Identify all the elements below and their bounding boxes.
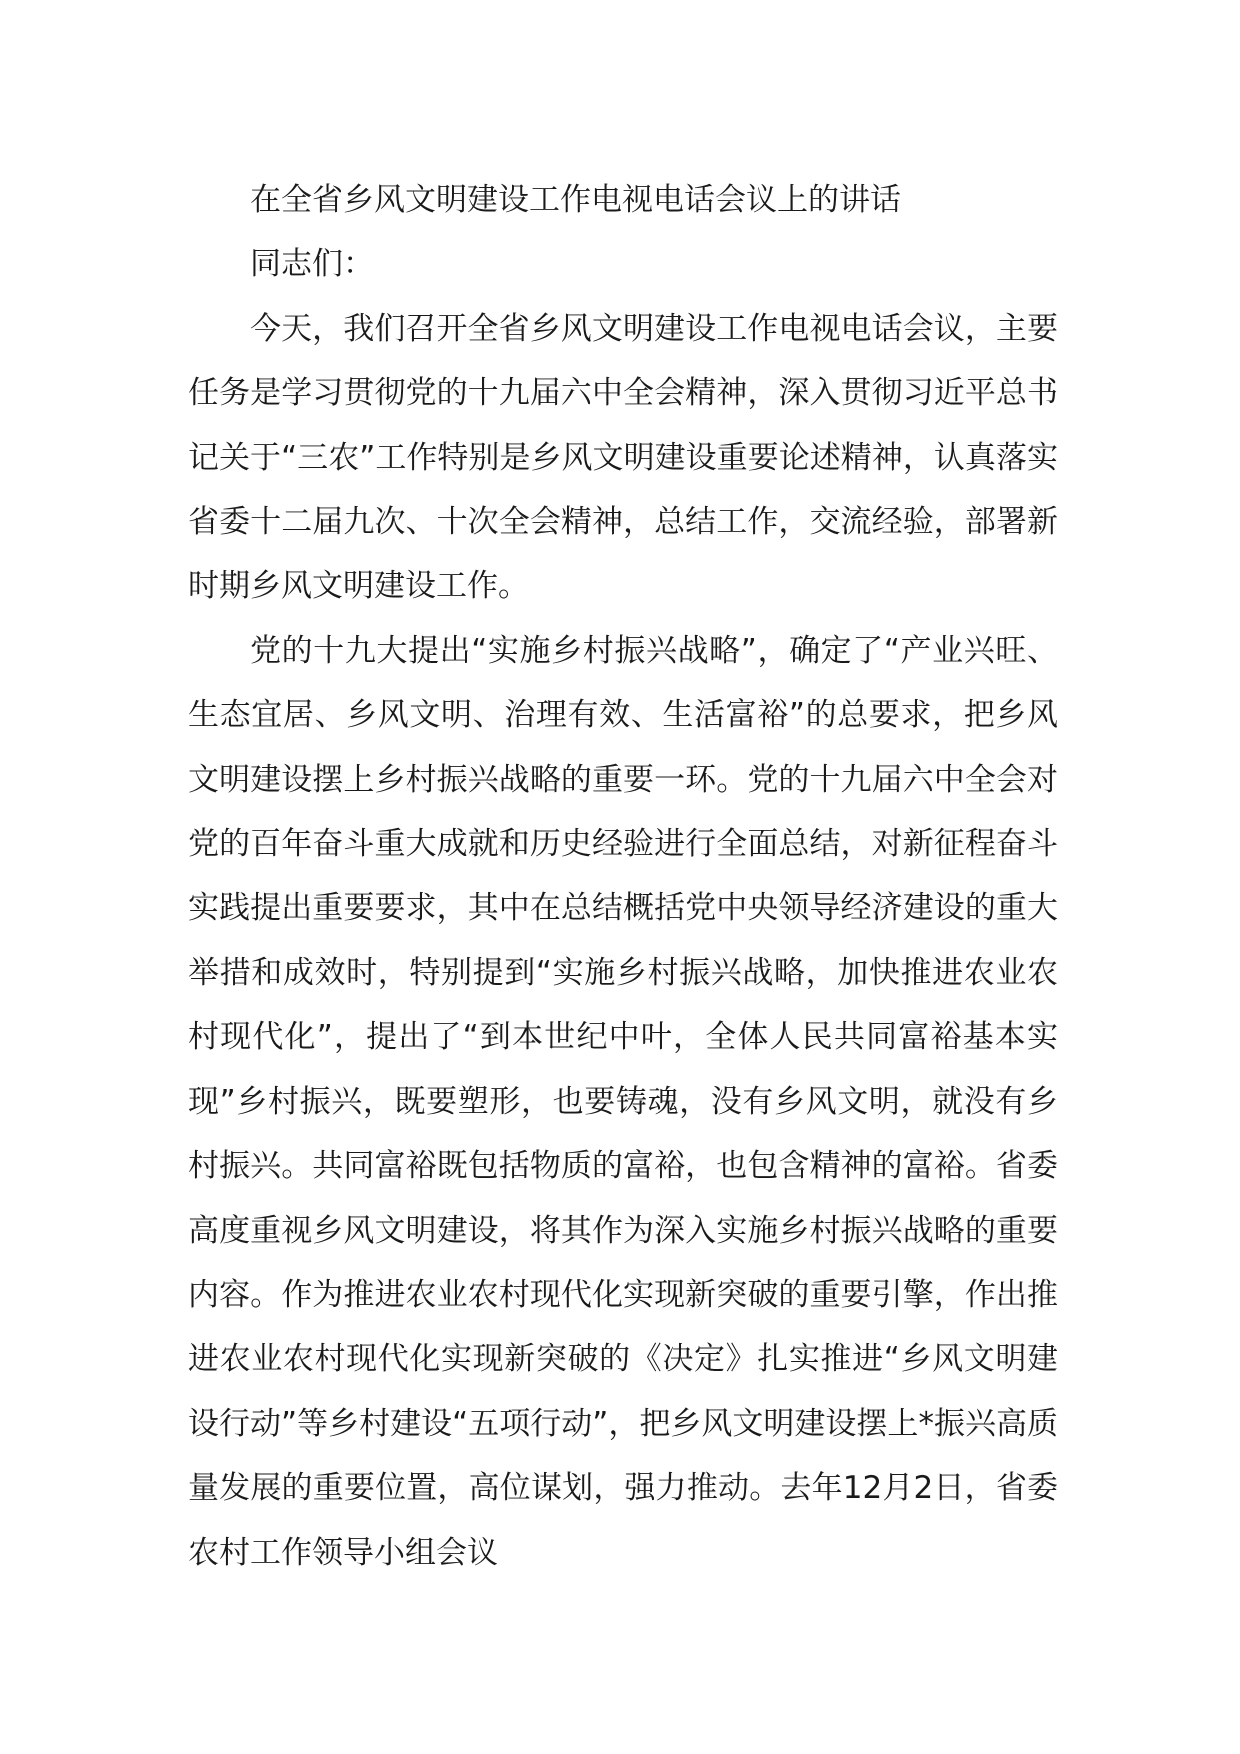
paragraph: 党的十九大提出“实施乡村振兴战略”，确定了“产业兴旺、生态宜居、乡风文明、治理有效、生活富裕”的总要求，把乡风文明建设摆上乡村振兴战略的重要一环。党的十九届六中全会对党的百年奋斗重大成就和历史经验进行全面总结，对新征程奋斗实践提出重要要求，其中在总结概括党中央领导经济建设的重大举措和成效时，特别提到“实施乡村振兴战略，加快推进农业农村现代化”，提出了“到本世纪中叶，全体人民共同富裕基本实现”乡村振兴，既要塑形，也要铸魂，没有乡风文明，就没有乡村振兴。共同富裕既包括物质的富裕，也包含精神的富裕。省委高度重视乡风文明建设，将其作为深入实施乡村振兴战略的重要内容。作为推进农业农村现代化实现新突破的重要引擎，作出推进农业农村现代化实现新突破的《决定》扎实推进“乡风文明建设行动”等乡村建设“五项行动”，把乡风文明建设摆上*振兴高质量发展的重要位置，高位谋划，强力推动。去年12月2日，省委农村工作领导小组会议 xyxy=(188,632,1058,1571)
document-body xyxy=(188,168,1058,1585)
paragraph: 今天，我们召开全省乡风文明建设工作电视电话会议，主要任务是学习贯彻党的十九届六中全会精神，深入贯彻习近平总书记关于“三农”工作特别是乡风文明建设重要论述精神，认真落实省委十二届九次、十次全会精神，总结工作，交流经验，部署新时期乡风文明建设工作。 xyxy=(188,310,1058,605)
salutation: 同志们： xyxy=(250,246,374,283)
document-title: 在全省乡风文明建设工作电视电话会议上的讲话 xyxy=(250,182,901,218)
